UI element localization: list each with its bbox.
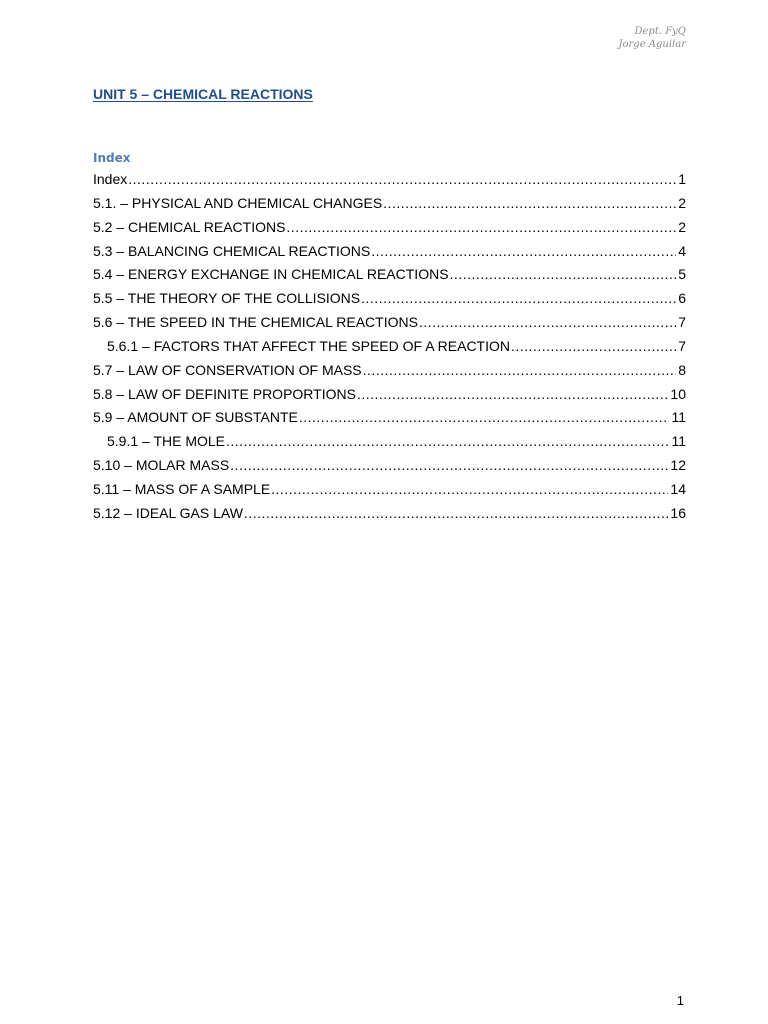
toc-entry-label: 5.6 – THE SPEED IN THE CHEMICAL REACTIONS — [93, 314, 418, 331]
toc-entry-label: 5.8 – LAW OF DEFINITE PROPORTIONS — [93, 385, 356, 402]
toc-entry-page: 11 — [671, 433, 686, 450]
header-department: Dept. FyQ — [634, 26, 686, 37]
toc-entry-5-11[interactable] — [93, 479, 686, 503]
page-header — [618, 25, 686, 51]
toc-entry-5-1[interactable] — [93, 193, 686, 217]
toc-entry-5-8[interactable] — [93, 384, 686, 408]
toc-leader-dots — [450, 264, 677, 284]
toc-entry-5-6-1[interactable] — [93, 336, 686, 360]
toc-entry-label: Index — [93, 171, 128, 187]
toc-entry-label: 5.10 – MOLAR MASS — [93, 457, 230, 474]
toc-entry-label: 5.9 – AMOUNT OF SUBSTANTE — [93, 409, 298, 426]
toc-entry-page: 6 — [678, 290, 686, 307]
toc-leader-dots — [299, 407, 670, 427]
toc-entry-label: 5.4 – ENERGY EXCHANGE IN CHEMICAL REACTIONS — [93, 266, 449, 283]
toc-entry-5-4[interactable] — [93, 264, 686, 288]
table-of-contents — [93, 169, 686, 527]
toc-entry-index[interactable] — [93, 169, 686, 193]
toc-leader-dots — [383, 193, 676, 213]
toc-entry-page: 16 — [670, 504, 686, 521]
toc-entry-page: 5 — [678, 266, 686, 283]
toc-entry-page: 1 — [678, 171, 686, 187]
toc-leader-dots — [419, 312, 676, 332]
toc-entry-label: 5.12 – IDEAL GAS LAW — [93, 504, 243, 521]
toc-entry-label: 5.9.1 – THE MOLE — [107, 433, 226, 450]
toc-entry-page: 7 — [678, 337, 686, 354]
toc-entry-5-10[interactable] — [93, 455, 686, 479]
toc-entry-page: 7 — [678, 314, 686, 331]
toc-entry-5-9[interactable] — [93, 407, 686, 431]
header-author: Jorge Aguilar — [618, 39, 686, 50]
toc-entry-5-6[interactable] — [93, 312, 686, 336]
toc-entry-label: 5.11 – MASS OF A SAMPLE — [93, 480, 271, 497]
toc-entry-label: 5.3 – BALANCING CHEMICAL REACTIONS — [93, 242, 371, 259]
toc-entry-5-7[interactable] — [93, 360, 686, 384]
toc-entry-5-3[interactable] — [93, 241, 686, 265]
unit-title: UNIT 5 – CHEMICAL REACTIONS — [93, 86, 313, 102]
toc-leader-dots — [226, 431, 669, 451]
toc-heading: Index — [93, 151, 131, 165]
toc-entry-page: 2 — [678, 194, 686, 211]
toc-entry-page: 2 — [678, 218, 686, 235]
toc-entry-label: 5.7 – LAW OF CONSERVATION OF MASS — [93, 361, 362, 378]
page-number: 1 — [676, 993, 684, 1008]
toc-entry-page: 10 — [670, 385, 686, 402]
toc-leader-dots — [361, 288, 676, 308]
toc-leader-dots — [271, 479, 668, 499]
toc-leader-dots — [128, 169, 676, 189]
toc-leader-dots — [371, 241, 676, 261]
toc-leader-dots — [244, 503, 669, 523]
toc-entry-page: 12 — [670, 457, 686, 474]
toc-leader-dots — [363, 360, 677, 380]
toc-entry-page: 8 — [678, 361, 686, 378]
toc-entry-label: 5.5 – THE THEORY OF THE COLLISIONS — [93, 290, 361, 307]
toc-entry-page: 4 — [678, 242, 686, 259]
toc-entry-page: 11 — [671, 409, 686, 426]
toc-entry-label: 5.2 – CHEMICAL REACTIONS — [93, 218, 286, 235]
toc-entry-5-12[interactable] — [93, 503, 686, 527]
toc-entry-label: 5.1. – PHYSICAL AND CHEMICAL CHANGES — [93, 194, 383, 211]
toc-entry-page: 14 — [670, 480, 686, 497]
toc-leader-dots — [230, 455, 668, 475]
toc-leader-dots — [357, 384, 668, 404]
toc-entry-5-9-1[interactable] — [93, 431, 686, 455]
toc-entry-5-5[interactable] — [93, 288, 686, 312]
toc-leader-dots — [286, 217, 676, 237]
toc-entry-5-2[interactable] — [93, 217, 686, 241]
toc-entry-label: 5.6.1 – FACTORS THAT AFFECT THE SPEED OF A REACTION — [107, 337, 510, 354]
toc-leader-dots — [511, 336, 676, 356]
